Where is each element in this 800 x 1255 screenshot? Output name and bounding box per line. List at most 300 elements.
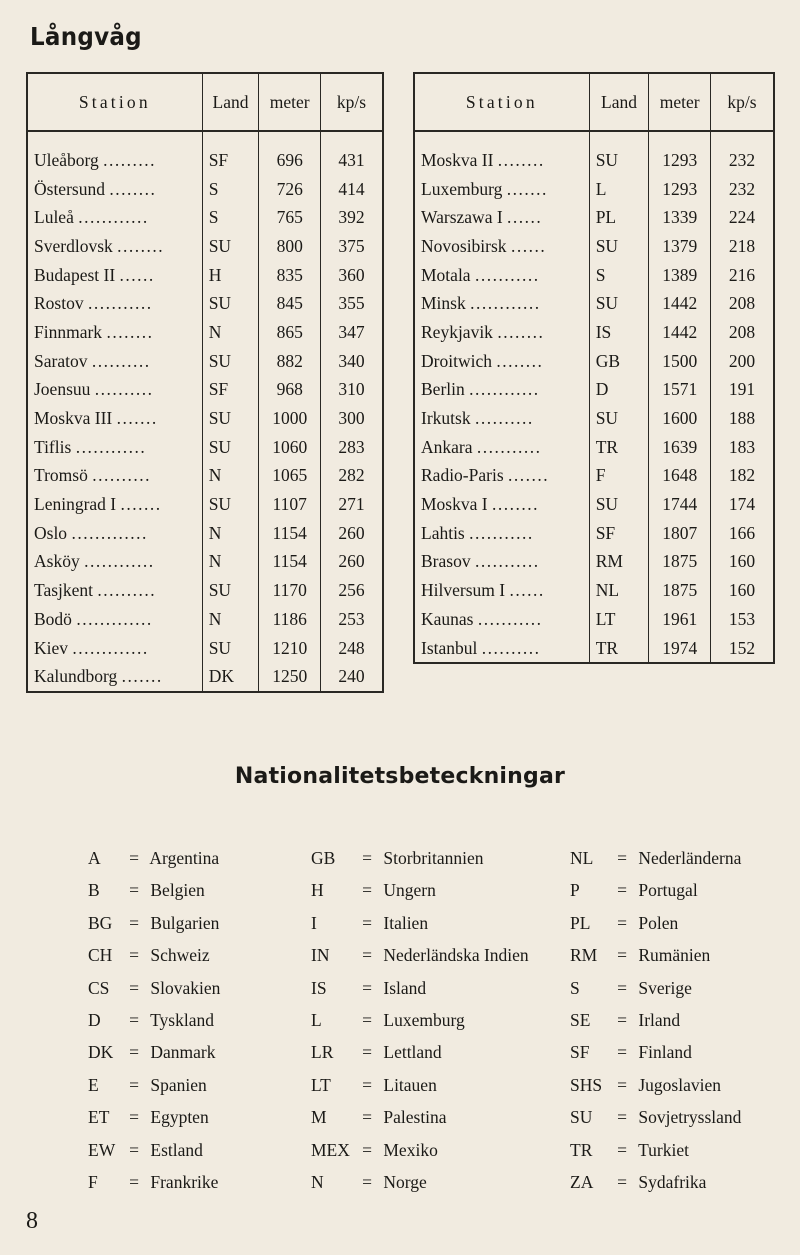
country-code: PL: [570, 912, 591, 933]
kps-cell: 208: [711, 289, 774, 318]
country-name: Portugal: [638, 880, 698, 901]
leader-dots: ..........: [92, 465, 151, 486]
meter-cell: 1389: [649, 261, 711, 290]
equals-sign: =: [362, 1171, 372, 1192]
land-cell: D: [589, 376, 649, 405]
meter-cell: 1648: [649, 462, 711, 491]
station-name: Minsk: [421, 293, 466, 314]
code-row: [88, 1166, 220, 1198]
table-row: [414, 605, 774, 634]
meter-cell: 1875: [649, 548, 711, 577]
country-code: IN: [311, 945, 330, 966]
table-row: [414, 519, 774, 548]
leader-dots: ...........: [474, 551, 540, 572]
kps-cell: 160: [711, 576, 774, 605]
meter-cell: 1170: [259, 576, 321, 605]
equals-sign: =: [617, 977, 627, 998]
table-row: [27, 203, 383, 232]
code-row: [88, 1134, 220, 1166]
station-name: Joensuu: [34, 379, 91, 400]
station-name: Tasjkent: [34, 580, 94, 601]
country-code: CH: [88, 945, 113, 966]
table-row: [414, 261, 774, 290]
table-row: [27, 175, 383, 204]
code-row: [570, 1166, 741, 1198]
land-cell: LT: [589, 605, 649, 634]
land-cell: SU: [589, 404, 649, 433]
country-name: Nederländska Indien: [383, 945, 529, 966]
code-row: [88, 874, 220, 906]
table-row: [27, 131, 383, 175]
code-row: [311, 874, 529, 906]
leader-dots: ...........: [87, 293, 153, 314]
equals-sign: =: [129, 880, 139, 901]
station-name: Saratov: [34, 350, 88, 371]
meter-cell: 726: [259, 175, 321, 204]
table-row: [27, 232, 383, 261]
station-cell: [414, 232, 589, 261]
country-code: BG: [88, 912, 113, 933]
leader-dots: .......: [506, 178, 548, 199]
leader-dots: ........: [109, 178, 157, 199]
table-row: [27, 289, 383, 318]
meter-cell: 1060: [259, 433, 321, 462]
kps-cell: 183: [711, 433, 774, 462]
code-row: [570, 1134, 741, 1166]
equals-sign: =: [362, 1139, 372, 1160]
station-name: Motala: [421, 264, 471, 285]
leader-dots: ......: [510, 235, 547, 256]
kps-cell: 160: [711, 548, 774, 577]
land-cell: TR: [589, 433, 649, 462]
table-row: [414, 203, 774, 232]
land-cell: N: [202, 605, 259, 634]
station-cell: [27, 462, 202, 491]
header-land: Land: [202, 73, 259, 131]
land-cell: SU: [202, 404, 259, 433]
station-name: Budapest II: [34, 264, 116, 285]
station-name: Droitwich: [421, 350, 492, 371]
station-cell: [414, 347, 589, 376]
station-name: Lahtis: [421, 522, 465, 543]
station-cell: [27, 605, 202, 634]
country-code: NL: [570, 848, 594, 868]
table-row: [414, 548, 774, 577]
meter-cell: 1875: [649, 576, 711, 605]
country-code: H: [311, 880, 324, 901]
station-name: Moskva III: [34, 408, 113, 429]
land-cell: SF: [202, 131, 259, 175]
equals-sign: =: [362, 848, 372, 868]
station-name: Reykjavik: [421, 321, 493, 342]
leader-dots: ......: [509, 580, 545, 601]
meter-cell: 1744: [649, 490, 711, 519]
land-cell: GB: [589, 347, 649, 376]
country-name: Frankrike: [150, 1171, 219, 1192]
kps-cell: 260: [321, 519, 383, 548]
meter-cell: 1571: [649, 376, 711, 405]
table-row: [414, 175, 774, 204]
code-row: [88, 1069, 220, 1101]
station-cell: [414, 462, 589, 491]
equals-sign: =: [617, 1042, 627, 1063]
code-row: [311, 1134, 529, 1166]
station-cell: [27, 318, 202, 347]
station-name: Luleå: [34, 207, 74, 228]
code-row: [311, 1036, 529, 1068]
equals-sign: =: [362, 880, 372, 901]
country-code: I: [311, 912, 317, 933]
meter-cell: 1600: [649, 404, 711, 433]
code-row: [311, 842, 529, 874]
country-code: M: [311, 1107, 327, 1128]
station-name: Hilversum I: [421, 580, 506, 601]
station-name: Tiflis: [34, 436, 72, 457]
country-name: Bulgarien: [150, 912, 220, 933]
station-cell: [27, 131, 202, 175]
station-name: Tromsö: [34, 465, 88, 486]
leader-dots: ............: [78, 207, 149, 228]
land-cell: TR: [589, 634, 649, 664]
equals-sign: =: [617, 880, 627, 901]
country-code: S: [570, 977, 580, 998]
table-row: [414, 462, 774, 491]
station-name: Kalundborg: [34, 666, 118, 687]
table-body: [27, 131, 383, 692]
equals-sign: =: [129, 1107, 139, 1128]
code-row: [311, 1069, 529, 1101]
kps-cell: 360: [321, 261, 383, 290]
land-cell: N: [202, 519, 259, 548]
leader-dots: .............: [72, 637, 149, 658]
country-code: A: [88, 848, 101, 868]
kps-cell: 224: [711, 203, 774, 232]
country-name: Slovakien: [150, 977, 221, 998]
country-name: Polen: [638, 912, 679, 933]
leader-dots: ......: [119, 264, 155, 285]
kps-cell: 191: [711, 376, 774, 405]
table-row: [27, 548, 383, 577]
country-code: B: [88, 880, 100, 901]
meter-cell: 1500: [649, 347, 711, 376]
country-code: ZA: [570, 1171, 594, 1192]
code-row: [88, 1004, 220, 1036]
land-cell: DK: [202, 662, 259, 692]
station-name: Berlin: [421, 379, 465, 400]
header-kps: kp/s: [711, 73, 774, 131]
country-name: Danmark: [150, 1042, 216, 1063]
kps-cell: 282: [321, 462, 383, 491]
country-code: N: [311, 1171, 324, 1192]
country-name: Belgien: [150, 880, 205, 901]
kps-cell: 216: [711, 261, 774, 290]
equals-sign: =: [617, 1107, 627, 1128]
table-row: [414, 433, 774, 462]
station-cell: [27, 662, 202, 692]
country-code: CS: [88, 977, 110, 998]
meter-cell: 865: [259, 318, 321, 347]
station-cell: [27, 433, 202, 462]
meter-cell: 1961: [649, 605, 711, 634]
equals-sign: =: [129, 912, 139, 933]
code-row: [570, 1036, 741, 1068]
leader-dots: ........: [491, 494, 539, 515]
country-name: Tyskland: [150, 1009, 214, 1030]
meter-cell: 1186: [259, 605, 321, 634]
meter-cell: 1974: [649, 634, 711, 664]
land-cell: N: [202, 318, 259, 347]
country-name: Jugoslavien: [638, 1074, 722, 1095]
table-row: [414, 490, 774, 519]
station-cell: [27, 175, 202, 204]
station-name: Moskva I: [421, 494, 488, 515]
equals-sign: =: [362, 912, 372, 933]
code-row: [570, 842, 741, 874]
country-code: IS: [311, 977, 327, 998]
kps-cell: 310: [321, 376, 383, 405]
longwave-table-right: [413, 72, 775, 664]
equals-sign: =: [617, 912, 627, 933]
station-name: Kiev: [34, 637, 69, 658]
station-name: Ankara: [421, 436, 473, 457]
meter-cell: 845: [259, 289, 321, 318]
kps-cell: 375: [321, 232, 383, 261]
land-cell: N: [202, 548, 259, 577]
table-row: [27, 662, 383, 692]
leader-dots: ..........: [481, 637, 541, 658]
country-code: GB: [311, 848, 336, 868]
equals-sign: =: [129, 1139, 139, 1160]
leader-dots: ........: [106, 321, 154, 342]
station-cell: [27, 519, 202, 548]
kps-cell: 260: [321, 548, 383, 577]
code-row: [88, 907, 220, 939]
station-name: Bodö: [34, 608, 72, 629]
equals-sign: =: [129, 1074, 139, 1095]
header-station: Station: [414, 73, 589, 131]
table-row: [27, 433, 383, 462]
leader-dots: ............: [75, 436, 147, 457]
meter-cell: 1339: [649, 203, 711, 232]
country-name: Spanien: [150, 1074, 207, 1095]
codes-column-1: [88, 842, 220, 1198]
station-name: Radio-Paris: [421, 465, 504, 486]
leader-dots: ..........: [94, 379, 154, 400]
leader-dots: .......: [116, 408, 158, 429]
code-row: [311, 972, 529, 1004]
code-row: [88, 1036, 220, 1068]
kps-cell: 300: [321, 404, 383, 433]
country-code: LT: [311, 1074, 331, 1095]
table-row: [27, 318, 383, 347]
station-cell: [414, 175, 589, 204]
leader-dots: ............: [84, 551, 155, 572]
country-code: SHS: [570, 1074, 603, 1095]
equals-sign: =: [362, 1107, 372, 1128]
station-name: Östersund: [34, 178, 105, 199]
header-land: Land: [589, 73, 649, 131]
country-code: LR: [311, 1042, 334, 1063]
station-cell: [27, 548, 202, 577]
page-title: Långvåg: [30, 22, 142, 51]
country-name: Palestina: [383, 1107, 447, 1128]
country-code: D: [88, 1009, 101, 1030]
station-cell: [414, 289, 589, 318]
station-cell: [27, 232, 202, 261]
longwave-table-left: [26, 72, 384, 693]
equals-sign: =: [129, 1009, 139, 1030]
header-meter: meter: [259, 73, 321, 131]
kps-cell: 232: [711, 131, 774, 175]
kps-cell: 174: [711, 490, 774, 519]
land-cell: IS: [589, 318, 649, 347]
meter-cell: 1107: [259, 490, 321, 519]
table-row: [27, 462, 383, 491]
country-name: Rumänien: [638, 945, 711, 966]
equals-sign: =: [129, 977, 139, 998]
station-name: Moskva II: [421, 149, 494, 170]
leader-dots: ...........: [477, 608, 543, 629]
equals-sign: =: [617, 848, 627, 868]
table-header-row: [414, 73, 774, 131]
station-cell: [414, 576, 589, 605]
kps-cell: 240: [321, 662, 383, 692]
leader-dots: ......: [507, 207, 543, 228]
kps-cell: 208: [711, 318, 774, 347]
station-cell: [27, 289, 202, 318]
country-name: Estland: [150, 1139, 203, 1160]
table-row: [27, 347, 383, 376]
land-cell: NL: [589, 576, 649, 605]
country-name: Irland: [638, 1009, 681, 1030]
code-row: [570, 907, 741, 939]
kps-cell: 347: [321, 318, 383, 347]
country-name: Finland: [638, 1042, 692, 1063]
country-code: MEX: [311, 1139, 350, 1160]
code-row: [88, 939, 220, 971]
country-name: Luxemburg: [383, 1009, 465, 1030]
land-cell: SU: [202, 576, 259, 605]
table-row: [414, 376, 774, 405]
kps-cell: 218: [711, 232, 774, 261]
code-row: [311, 1004, 529, 1036]
table-row: [27, 404, 383, 433]
land-cell: SU: [202, 433, 259, 462]
country-code: EW: [88, 1139, 116, 1160]
station-name: Luxemburg: [421, 178, 503, 199]
land-cell: PL: [589, 203, 649, 232]
land-cell: SU: [202, 347, 259, 376]
station-name: Asköy: [34, 551, 80, 572]
page-number: 8: [26, 1208, 38, 1234]
land-cell: SU: [589, 490, 649, 519]
code-row: [311, 939, 529, 971]
kps-cell: 414: [321, 175, 383, 204]
leader-dots: ..........: [97, 580, 157, 601]
kps-cell: 256: [321, 576, 383, 605]
leader-dots: ..........: [91, 350, 151, 371]
header-station: Station: [27, 73, 202, 131]
leader-dots: ........: [496, 350, 544, 371]
kps-cell: 271: [321, 490, 383, 519]
station-cell: [414, 261, 589, 290]
land-cell: SF: [202, 376, 259, 405]
land-cell: SU: [202, 490, 259, 519]
meter-cell: 1807: [649, 519, 711, 548]
equals-sign: =: [617, 1139, 627, 1160]
nationality-heading: Nationalitetsbeteckningar: [234, 764, 566, 789]
land-cell: SU: [202, 634, 259, 663]
leader-dots: .........: [103, 149, 157, 170]
equals-sign: =: [617, 1009, 627, 1030]
country-name: Ungern: [383, 880, 436, 901]
equals-sign: =: [362, 1009, 372, 1030]
meter-cell: 1210: [259, 634, 321, 663]
meter-cell: 1154: [259, 548, 321, 577]
country-name: Turkiet: [638, 1139, 689, 1160]
country-name: Sverige: [638, 977, 692, 998]
country-code: DK: [88, 1042, 114, 1063]
table-row: [27, 490, 383, 519]
codes-column-2: [311, 842, 529, 1198]
table-row: [414, 347, 774, 376]
land-cell: S: [202, 175, 259, 204]
leader-dots: .............: [71, 522, 148, 543]
station-cell: [27, 576, 202, 605]
kps-cell: 200: [711, 347, 774, 376]
station-cell: [27, 261, 202, 290]
station-cell: [414, 203, 589, 232]
code-row: [570, 1004, 741, 1036]
land-cell: H: [202, 261, 259, 290]
station-name: Warszawa I: [421, 207, 503, 228]
equals-sign: =: [129, 1171, 139, 1192]
kps-cell: 248: [321, 634, 383, 663]
country-code: E: [88, 1074, 99, 1095]
code-row: [311, 907, 529, 939]
meter-cell: 1379: [649, 232, 711, 261]
code-row: [570, 874, 741, 906]
land-cell: SU: [589, 289, 649, 318]
kps-cell: 431: [321, 131, 383, 175]
country-code: SU: [570, 1107, 593, 1128]
leader-dots: .............: [76, 608, 153, 629]
land-cell: SU: [589, 131, 649, 175]
country-name: Sovjetryssland: [638, 1107, 742, 1128]
kps-cell: 392: [321, 203, 383, 232]
station-cell: [414, 433, 589, 462]
station-cell: [27, 203, 202, 232]
equals-sign: =: [617, 945, 627, 966]
code-row: [570, 939, 741, 971]
table-row: [414, 634, 774, 664]
leader-dots: ...........: [474, 264, 540, 285]
country-name: Sydafrika: [638, 1171, 707, 1192]
table-body: [414, 131, 774, 663]
country-code: P: [570, 880, 580, 901]
station-cell: [414, 490, 589, 519]
land-cell: F: [589, 462, 649, 491]
kps-cell: 355: [321, 289, 383, 318]
header-meter: meter: [649, 73, 711, 131]
leader-dots: ............: [469, 379, 540, 400]
meter-cell: 1293: [649, 131, 711, 175]
station-cell: [414, 131, 589, 175]
meter-cell: 882: [259, 347, 321, 376]
station-name: Oslo: [34, 522, 68, 543]
table-header-row: [27, 73, 383, 131]
station-name: Novosibirsk: [421, 235, 507, 256]
